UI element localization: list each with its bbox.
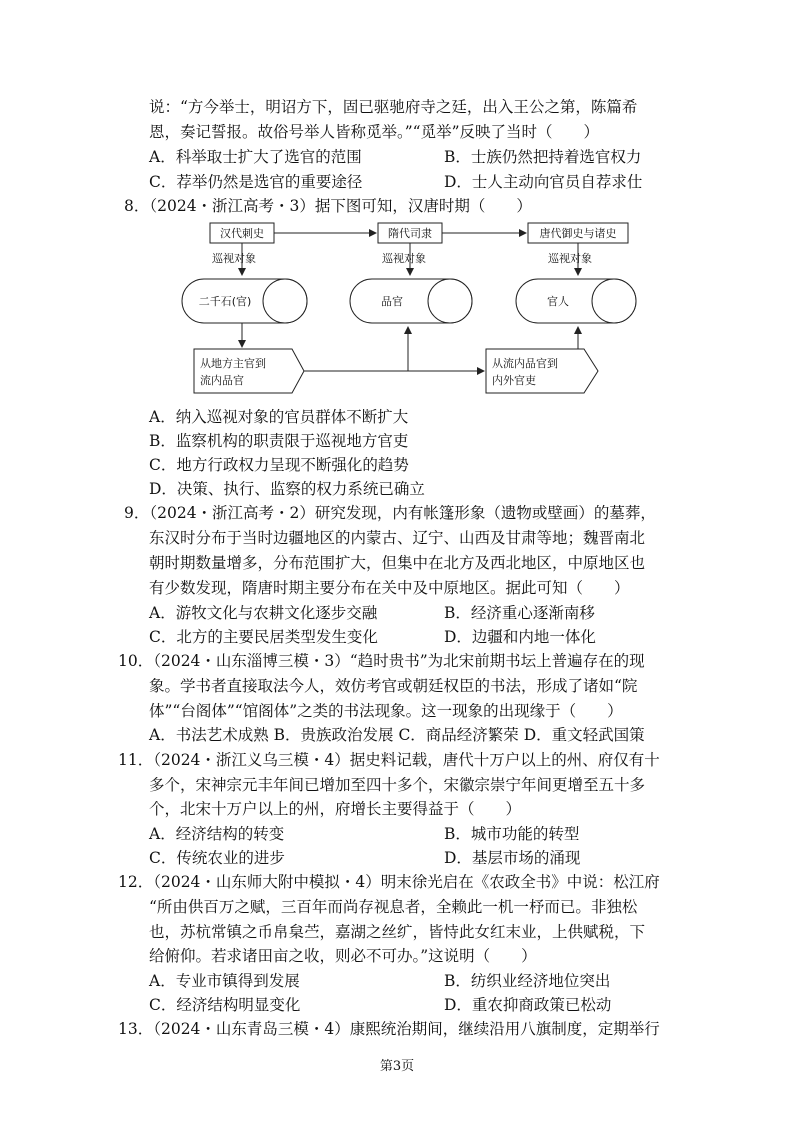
q11-option-c: C．传统农业的进步: [149, 849, 285, 867]
q9-line-1: 9．（2024・浙江高考・2）研究发现，内有帐篷形象（遗物或壁画）的墓葬，: [124, 504, 656, 522]
q8-diagram: [180, 215, 640, 405]
q8-note-2: [486, 349, 598, 393]
q11-option-b: B．城市功能的转型: [444, 825, 580, 843]
q7-line-1: 说：“方今举士，明诏方下，固已驱驰府寺之廷，出入王公之第，陈篇希: [149, 98, 638, 116]
svg-text:汉代刺史: 汉代刺史: [220, 227, 264, 240]
q9-line-3: 朝时期数量增多，分布范围扩大，但集中在北方及西北地区，中原地区也: [149, 554, 646, 572]
q10-options: A．书法艺术成熟 B．贵族政治发展 C．商品经济繁荣 D．重文轻武国策: [149, 726, 645, 744]
q9-option-a: A．游牧文化与农耕文化逐步交融: [149, 604, 378, 622]
q12-line-1: 12．（2024・山东师大附中模拟・4）明末徐光启在《农政全书》中说：松江府: [118, 873, 660, 891]
q12-line-2: “所由供百万之赋，三百年而尚存视息者，全赖此一机一杼而已。非独松: [149, 898, 638, 916]
q11-option-a: A．经济结构的转变: [149, 825, 285, 843]
svg-text:二千石(官): 二千石(官): [198, 295, 252, 308]
q10-line-1: 10．（2024・山东淄博三模・3）“趋时贵书”为北宋前期书坛上普遍存在的现: [118, 652, 645, 670]
q12-line-3: 也，苏杭常镇之币帛枲苎，嘉湖之丝纩，皆恃此女红末业，上供赋税，下: [149, 923, 646, 941]
q7-option-b: B．士族仍然把持着选官权力: [444, 148, 642, 166]
q7-option-d: D．士人主动向官员自荐求仕: [444, 173, 643, 191]
q12-option-a: A．专业市镇得到发展: [149, 972, 300, 990]
svg-text:内外官吏: 内外官吏: [492, 374, 536, 387]
q8-stem: 8．（2024・浙江高考・3）据下图可知，汉唐时期（ ）: [124, 197, 532, 215]
q12-option-b: B．纺织业经济地位突出: [444, 972, 611, 990]
svg-text:隋代司隶: 隋代司隶: [388, 227, 432, 240]
q7-line-2: 恩，奏记誓报。故俗号举人皆称觅举。”“觅举”反映了当时（ ）: [149, 123, 600, 141]
q8-target-2: [350, 279, 472, 323]
q8-option-d: D．决策、执行、监察的权力系统已确立: [149, 480, 425, 498]
q9-option-b: B．经济重心逐渐南移: [444, 604, 595, 622]
q8-box-han: [210, 223, 274, 243]
page-number: 第3页: [379, 1059, 415, 1074]
q8-label-1: 巡视对象: [212, 252, 256, 265]
q12-line-4: 给俯仰。若求诸田亩之收，则必不可办。”这说明（ ）: [149, 947, 537, 965]
svg-text:品官: 品官: [381, 295, 403, 308]
q8-option-b: B．监察机构的职责限于巡视地方官吏: [149, 432, 409, 450]
q11-line-3: 个，北宋十万户以上的州，府增长主要得益于（ ）: [149, 800, 522, 818]
q12-option-d: D．重农抑商政策已松动: [444, 996, 612, 1014]
q8-box-sui: [378, 223, 442, 243]
q8-diagram-svg: [180, 215, 640, 405]
svg-text:从流内品官到: 从流内品官到: [492, 357, 558, 370]
q8-note-1: [194, 349, 304, 393]
q9-option-d: D．边疆和内地一体化: [444, 628, 596, 646]
q9-line-2: 东汉时分布于当时边疆地区的内蒙古、辽宁、山西及甘肃等地；魏晋南北: [149, 529, 646, 547]
q8-label-3: 巡视对象: [548, 252, 592, 265]
q12-option-c: C．经济结构明显变化: [149, 996, 301, 1014]
q13-line-1: 13．（2024・山东青岛三模・4）康熙统治期间，继续沿用八旗制度，定期举行: [118, 1020, 660, 1038]
svg-text:唐代御史与诸史: 唐代御史与诸史: [539, 227, 617, 240]
q7-option-c: C．荐举仍然是选官的重要途径: [149, 173, 363, 191]
q10-line-3: 体”“台阁体”“馆阁体”之类的书法现象。这一现象的出现缘于（ ）: [149, 702, 623, 720]
q7-option-a: A．科举取士扩大了选官的范围: [149, 148, 362, 166]
q9-option-c: C．北方的主要民居类型发生变化: [149, 628, 378, 646]
q8-box-tang: [528, 223, 628, 243]
q11-line-2: 多个，宋神宗元丰年间已增加至四十多个，宋徽宗崇宁年间更增至五十多: [149, 776, 646, 794]
q8-option-c: C．地方行政权力呈现不断强化的趋势: [149, 456, 409, 474]
svg-text:从地方主官到: 从地方主官到: [200, 357, 266, 370]
q8-label-2: 巡视对象: [382, 252, 426, 265]
q8-option-a: A．纳入巡视对象的官员群体不断扩大: [149, 408, 409, 426]
q10-line-2: 象。学书者直接取法今人，效仿考官或朝廷权臣的书法，形成了诸如“院: [149, 677, 638, 695]
q11-line-1: 11．（2024・浙江义乌三模・4）据史料记载，唐代十万户以上的州、府仅有十: [118, 751, 660, 769]
q8-target-1: [182, 279, 307, 323]
q9-line-4: 有少数发现，隋唐时期主要分布在关中及中原地区。据此可知（ ）: [149, 579, 630, 597]
svg-text:官人: 官人: [547, 295, 569, 308]
q11-option-d: D．基层市场的涌现: [444, 849, 581, 867]
svg-text:流内品官: 流内品官: [200, 374, 244, 387]
q8-target-3: [516, 279, 636, 323]
